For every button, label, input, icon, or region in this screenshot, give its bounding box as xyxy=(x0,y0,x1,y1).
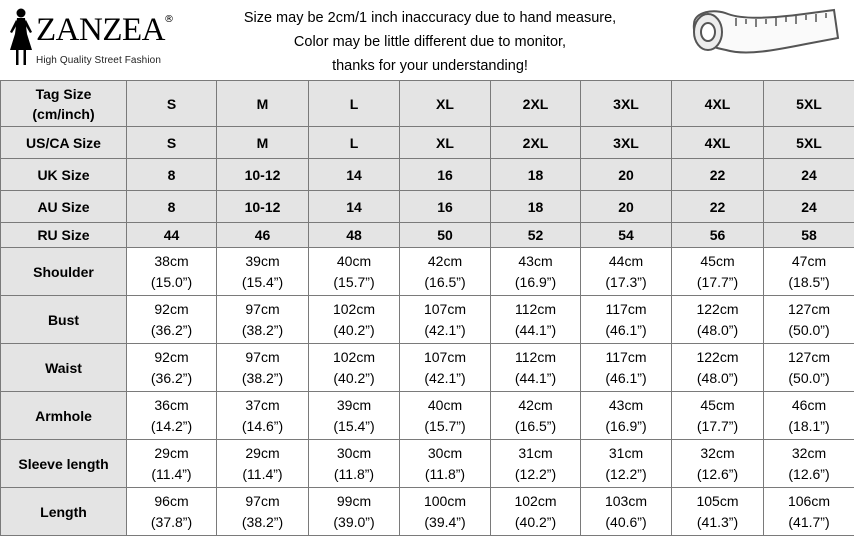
size-cell: S xyxy=(127,81,217,127)
brand-tagline: High Quality Street Fashion xyxy=(36,55,161,66)
size-cell: M xyxy=(217,127,309,159)
measurement-cell xyxy=(217,440,309,488)
measurement-cell xyxy=(672,344,764,392)
cm-value: 38cm xyxy=(127,251,216,271)
inch-value: (12.2”) xyxy=(491,464,580,484)
measurement-cell xyxy=(309,488,400,536)
size-cell: M xyxy=(217,81,309,127)
cm-value: 117cm xyxy=(581,299,671,319)
size-cell: 2XL xyxy=(491,81,581,127)
measurement-cell xyxy=(217,488,309,536)
measurement-row xyxy=(1,488,854,536)
row-label: Length xyxy=(1,488,127,536)
inch-value: (48.0”) xyxy=(672,368,763,388)
measurement-cell xyxy=(309,392,400,440)
size-cell: 44 xyxy=(127,223,217,248)
measurement-cell xyxy=(581,392,672,440)
header xyxy=(0,0,854,80)
size-cell: 18 xyxy=(491,191,581,223)
measurement-row xyxy=(1,344,854,392)
measurement-cell xyxy=(672,488,764,536)
cm-value: 92cm xyxy=(127,347,216,367)
measurement-cell xyxy=(491,248,581,296)
size-cell: 14 xyxy=(309,159,400,191)
inch-value: (16.5”) xyxy=(491,416,580,436)
size-cell: 24 xyxy=(764,159,854,191)
cm-value: 102cm xyxy=(491,491,580,511)
cm-value: 112cm xyxy=(491,347,580,367)
measurement-row xyxy=(1,296,854,344)
size-cell: 8 xyxy=(127,159,217,191)
measurement-cell xyxy=(127,248,217,296)
measurement-cell xyxy=(127,440,217,488)
measurement-cell xyxy=(581,248,672,296)
inch-value: (44.1”) xyxy=(491,320,580,340)
size-cell: 52 xyxy=(491,223,581,248)
brand-logo xyxy=(2,4,182,74)
size-cell: 24 xyxy=(764,191,854,223)
inch-value: (44.1”) xyxy=(491,368,580,388)
size-cell: 5XL xyxy=(764,81,854,127)
cm-value: 42cm xyxy=(400,251,490,271)
measurement-cell xyxy=(127,488,217,536)
cm-value: 44cm xyxy=(581,251,671,271)
measurement-cell xyxy=(309,248,400,296)
row-label: Shoulder xyxy=(1,248,127,296)
measurement-cell xyxy=(764,248,854,296)
inch-value: (16.9”) xyxy=(491,272,580,292)
inch-value: (15.4”) xyxy=(309,416,399,436)
inch-value: (11.8”) xyxy=(309,464,399,484)
cm-value: 45cm xyxy=(672,251,763,271)
inch-value: (40.2”) xyxy=(309,368,399,388)
measurement-row xyxy=(1,392,854,440)
inch-value: (38.2”) xyxy=(217,320,308,340)
inch-value: (38.2”) xyxy=(217,512,308,532)
size-cell: 3XL xyxy=(581,81,672,127)
inch-value: (15.0”) xyxy=(127,272,216,292)
cm-value: 105cm xyxy=(672,491,763,511)
size-cell: 3XL xyxy=(581,127,672,159)
cm-value: 39cm xyxy=(217,251,308,271)
cm-value: 122cm xyxy=(672,299,763,319)
measurement-cell xyxy=(491,344,581,392)
measurement-row xyxy=(1,248,854,296)
notice-line: Size may be 2cm/1 inch inaccuracy due to hand measure, xyxy=(190,6,670,30)
size-cell: 56 xyxy=(672,223,764,248)
cm-value: 92cm xyxy=(127,299,216,319)
size-cell: 4XL xyxy=(672,81,764,127)
measurement-cell xyxy=(764,392,854,440)
inch-value: (42.1”) xyxy=(400,320,490,340)
cm-value: 43cm xyxy=(491,251,580,271)
cm-value: 117cm xyxy=(581,347,671,367)
measurement-cell xyxy=(127,392,217,440)
cm-value: 42cm xyxy=(491,395,580,415)
cm-value: 102cm xyxy=(309,299,399,319)
woman-silhouette-icon xyxy=(6,6,36,68)
measurement-cell xyxy=(217,248,309,296)
measurement-row xyxy=(1,440,854,488)
cm-value: 112cm xyxy=(491,299,580,319)
cm-value: 32cm xyxy=(672,443,763,463)
measurement-cell xyxy=(581,440,672,488)
measurement-cell xyxy=(217,296,309,344)
cm-value: 107cm xyxy=(400,347,490,367)
inch-value: (39.0”) xyxy=(309,512,399,532)
size-cell: XL xyxy=(400,127,491,159)
row-label: AU Size xyxy=(1,191,127,223)
size-cell: 46 xyxy=(217,223,309,248)
inch-value: (42.1”) xyxy=(400,368,490,388)
row-label: Armhole xyxy=(1,392,127,440)
inch-value: (46.1”) xyxy=(581,320,671,340)
measurement-cell xyxy=(672,248,764,296)
measurement-cell xyxy=(309,440,400,488)
inch-value: (15.7”) xyxy=(400,416,490,436)
size-cell: 8 xyxy=(127,191,217,223)
measurement-cell xyxy=(309,296,400,344)
size-cell: 16 xyxy=(400,159,491,191)
cm-value: 46cm xyxy=(764,395,854,415)
inch-value: (41.3”) xyxy=(672,512,763,532)
inch-value: (36.2”) xyxy=(127,320,216,340)
size-cell: 54 xyxy=(581,223,672,248)
inch-value: (40.6”) xyxy=(581,512,671,532)
cm-value: 122cm xyxy=(672,347,763,367)
inch-value: (48.0”) xyxy=(672,320,763,340)
notice-line: Color may be little different due to monitor, xyxy=(190,30,670,54)
measurement-cell xyxy=(764,296,854,344)
measurement-cell xyxy=(400,392,491,440)
size-cell: 20 xyxy=(581,159,672,191)
size-cell: 58 xyxy=(764,223,854,248)
size-cell: 50 xyxy=(400,223,491,248)
measurement-cell xyxy=(764,440,854,488)
row-label: Waist xyxy=(1,344,127,392)
size-cell: 10-12 xyxy=(217,191,309,223)
cm-value: 103cm xyxy=(581,491,671,511)
size-cell: 4XL xyxy=(672,127,764,159)
row-label: RU Size xyxy=(1,223,127,248)
inch-value: (16.9”) xyxy=(581,416,671,436)
row-label: Bust xyxy=(1,296,127,344)
inch-value: (40.2”) xyxy=(491,512,580,532)
size-cell: S xyxy=(127,127,217,159)
inch-value: (14.2”) xyxy=(127,416,216,436)
measurement-cell xyxy=(491,488,581,536)
cm-value: 30cm xyxy=(309,443,399,463)
measurement-cell xyxy=(400,248,491,296)
measurement-cell xyxy=(672,296,764,344)
inch-value: (40.2”) xyxy=(309,320,399,340)
size-cell: 2XL xyxy=(491,127,581,159)
measurement-cell xyxy=(672,440,764,488)
cm-value: 31cm xyxy=(581,443,671,463)
inch-value: (17.3”) xyxy=(581,272,671,292)
inch-value: (12.2”) xyxy=(581,464,671,484)
inch-value: (36.2”) xyxy=(127,368,216,388)
cm-value: 102cm xyxy=(309,347,399,367)
size-cell: 5XL xyxy=(764,127,854,159)
size-cell: 18 xyxy=(491,159,581,191)
inch-value: (39.4”) xyxy=(400,512,490,532)
size-cell: 22 xyxy=(672,159,764,191)
cm-value: 100cm xyxy=(400,491,490,511)
inch-value: (15.7”) xyxy=(309,272,399,292)
row-label: US/CA Size xyxy=(1,127,127,159)
inch-value: (11.4”) xyxy=(127,464,216,484)
cm-value: 40cm xyxy=(400,395,490,415)
measurement-notice xyxy=(190,6,670,78)
measurement-cell xyxy=(400,488,491,536)
registered-mark: ® xyxy=(164,14,174,25)
inch-value: (15.4”) xyxy=(217,272,308,292)
cm-value: 29cm xyxy=(127,443,216,463)
size-cell: 14 xyxy=(309,191,400,223)
measurement-cell xyxy=(127,344,217,392)
cm-value: 31cm xyxy=(491,443,580,463)
inch-value: (50.0”) xyxy=(764,368,854,388)
cm-value: 127cm xyxy=(764,299,854,319)
size-cell: 20 xyxy=(581,191,672,223)
brand-name: ZANZEA xyxy=(36,12,165,48)
size-cell: L xyxy=(309,127,400,159)
size-cell: XL xyxy=(400,81,491,127)
inch-value: (14.6”) xyxy=(217,416,308,436)
cm-value: 29cm xyxy=(217,443,308,463)
measurement-cell xyxy=(581,344,672,392)
cm-value: 30cm xyxy=(400,443,490,463)
cm-value: 106cm xyxy=(764,491,854,511)
row-label: Sleeve length xyxy=(1,440,127,488)
measurement-cell xyxy=(764,488,854,536)
measurement-cell xyxy=(400,344,491,392)
measurement-cell xyxy=(491,296,581,344)
measurement-cell xyxy=(581,296,672,344)
cm-value: 39cm xyxy=(309,395,399,415)
cm-value: 97cm xyxy=(217,491,308,511)
measurement-cell xyxy=(491,440,581,488)
inch-value: (11.8”) xyxy=(400,464,490,484)
inch-value: (50.0”) xyxy=(764,320,854,340)
cm-value: 99cm xyxy=(309,491,399,511)
size-cell: 48 xyxy=(309,223,400,248)
size-row xyxy=(1,223,854,248)
inch-value: (41.7”) xyxy=(764,512,854,532)
cm-value: 47cm xyxy=(764,251,854,271)
measurement-cell xyxy=(217,392,309,440)
measurement-cell xyxy=(491,392,581,440)
size-row xyxy=(1,159,854,191)
inch-value: (17.7”) xyxy=(672,272,763,292)
row-label: UK Size xyxy=(1,159,127,191)
measurement-cell xyxy=(400,296,491,344)
size-chart-table xyxy=(0,80,854,536)
measurement-cell xyxy=(309,344,400,392)
measuring-tape-icon xyxy=(684,4,844,70)
inch-value: (18.5”) xyxy=(764,272,854,292)
measurement-cell xyxy=(217,344,309,392)
measurement-cell xyxy=(764,344,854,392)
measurement-cell xyxy=(581,488,672,536)
cm-value: 43cm xyxy=(581,395,671,415)
row-label: Tag Size (cm/inch) xyxy=(1,81,127,127)
size-row xyxy=(1,127,854,159)
inch-value: (11.4”) xyxy=(217,464,308,484)
cm-value: 97cm xyxy=(217,347,308,367)
inch-value: (16.5”) xyxy=(400,272,490,292)
measurement-cell xyxy=(672,392,764,440)
cm-value: 32cm xyxy=(764,443,854,463)
inch-value: (46.1”) xyxy=(581,368,671,388)
size-cell: 10-12 xyxy=(217,159,309,191)
inch-value: (17.7”) xyxy=(672,416,763,436)
inch-value: (12.6”) xyxy=(764,464,854,484)
inch-value: (18.1”) xyxy=(764,416,854,436)
cm-value: 96cm xyxy=(127,491,216,511)
cm-value: 45cm xyxy=(672,395,763,415)
cm-value: 97cm xyxy=(217,299,308,319)
inch-value: (12.6”) xyxy=(672,464,763,484)
size-row xyxy=(1,81,854,127)
cm-value: 36cm xyxy=(127,395,216,415)
size-cell: 16 xyxy=(400,191,491,223)
cm-value: 40cm xyxy=(309,251,399,271)
measurement-cell xyxy=(400,440,491,488)
size-row xyxy=(1,191,854,223)
size-cell: L xyxy=(309,81,400,127)
cm-value: 107cm xyxy=(400,299,490,319)
cm-value: 127cm xyxy=(764,347,854,367)
inch-value: (38.2”) xyxy=(217,368,308,388)
measurement-cell xyxy=(127,296,217,344)
size-cell: 22 xyxy=(672,191,764,223)
inch-value: (37.8”) xyxy=(127,512,216,532)
cm-value: 37cm xyxy=(217,395,308,415)
notice-line: thanks for your understanding! xyxy=(190,54,670,78)
